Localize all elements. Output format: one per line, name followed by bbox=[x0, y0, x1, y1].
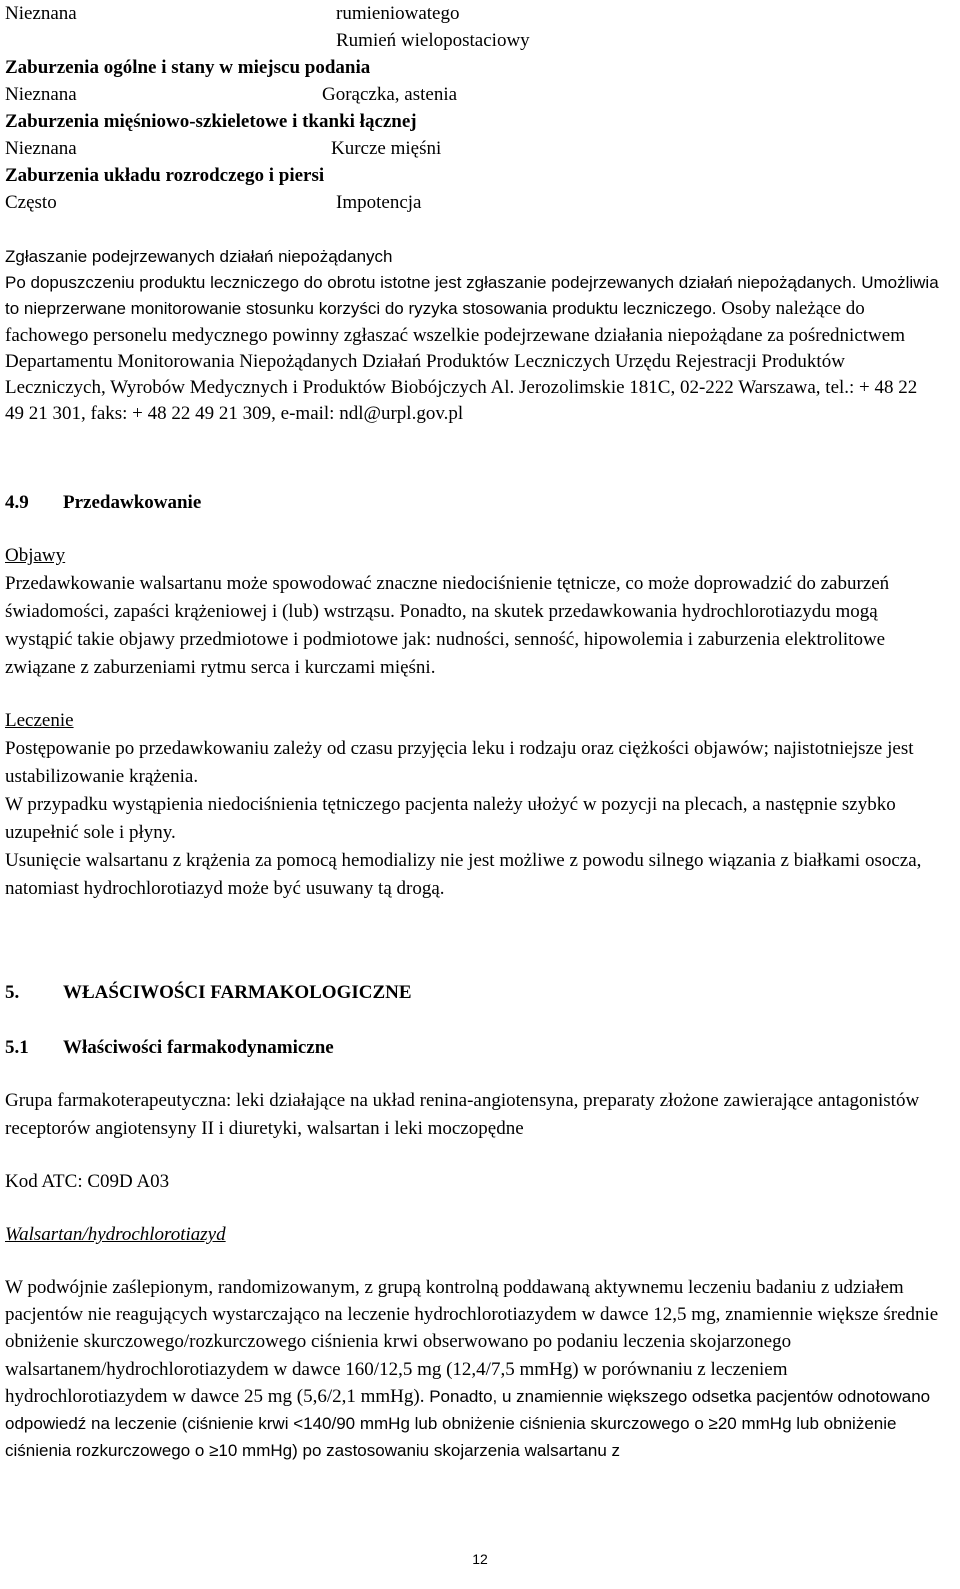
effect-cell: Kurcze mięśni bbox=[331, 138, 442, 159]
subheading-treatment: Leczenie bbox=[5, 710, 74, 731]
effect-cell: Impotencja bbox=[336, 192, 422, 213]
pharmacotherapeutic-group: Grupa farmakoterapeutyczna: leki działające na układ renina-angiotensyna, preparaty złożone zawierające antagonistów receptorów angiotensyny II i diuretyki, walsartan i leki moczopędne bbox=[5, 1090, 920, 1139]
frequency-cell: Nieznana bbox=[5, 138, 77, 159]
effect-cell: Gorączka, astenia bbox=[322, 84, 458, 105]
effect-cell: rumieniowatego bbox=[336, 3, 460, 24]
treatment-paragraph-1: Postępowanie po przedawkowaniu zależy od czasu przyjęcia leku i rodzaju oraz ciężkości objawów; najistotniejsze jest ustabilizowanie krążenia. bbox=[5, 738, 914, 787]
treatment-paragraph-2: W przypadku wystąpienia niedociśnienia tętniczego pacjenta należy ułożyć w pozycji na plecach, a następnie szybko uzupełnić sole i płyny. bbox=[5, 794, 896, 843]
section-4-9 bbox=[5, 489, 940, 903]
frequency-cell: Często bbox=[5, 192, 57, 213]
table-row bbox=[5, 0, 940, 27]
symptoms-paragraph: Przedawkowanie walsartanu może spowodować znaczne niedociśnienie tętnicze, co może doprowadzić do zaburzeń świadomości, zapaści krążeniowej i (lub) wstrząsu. Ponadto, na skutek przedawkowania hydrochlorotiazydu mogą wystąpić takie objawy przedmiotowe i podmiotowe jak: nudności, senność, hipowolemia i zaburzenia elektrolitowe związane z zaburzeniami rytmu serca i kurczami mięśni. bbox=[5, 573, 890, 678]
section-number: 5. bbox=[5, 982, 20, 1003]
section-title: Przedawkowanie bbox=[63, 492, 202, 513]
reporting-section bbox=[5, 244, 940, 428]
section-heading bbox=[5, 489, 940, 517]
section-heading bbox=[5, 1034, 940, 1062]
frequency-cell: Nieznana bbox=[5, 3, 77, 24]
effect-cell: Rumień wielopostaciowy bbox=[336, 30, 530, 51]
page-number: 12 bbox=[472, 1551, 488, 1567]
section-number: 4.9 bbox=[5, 492, 29, 513]
table-row bbox=[5, 81, 940, 108]
section-title: WŁAŚCIWOŚCI FARMAKOLOGICZNE bbox=[63, 982, 412, 1003]
treatment-paragraph-3: Usunięcie walsartanu z krążenia za pomocą hemodializy nie jest możliwe z powodu silnego wiązania z białkami osocza, natomiast hydrochlorotiazyd może być usuwany tą drogą. bbox=[5, 850, 922, 899]
section-5-1 bbox=[5, 1034, 940, 1464]
table-row bbox=[5, 189, 940, 216]
reporting-text-sans: Po dopuszczeniu produktu leczniczego do obrotu istotne jest zgłaszanie podejrzewanych działań niepożądanych. Umożliwia to nieprzerwane monitorowanie stosunku korzyści do ryzyka stosowania produktu leczniczego. bbox=[5, 273, 939, 319]
section-number: 5.1 bbox=[5, 1037, 29, 1058]
section-5-heading bbox=[5, 979, 412, 1007]
clinical-study-paragraph bbox=[5, 1274, 940, 1464]
atc-code: Kod ATC: C09D A03 bbox=[5, 1171, 170, 1192]
reporting-title: Zgłaszanie podejrzewanych działań niepożądanych bbox=[5, 247, 393, 266]
reporting-text-serif: Osoby należące do fachowego personelu medycznego powinny zgłaszać wszelkie podejrzewane działania niepożądane za pośrednictwem Departamentu Monitorowania Niepożądanych Działań Produktów Leczniczych Urzędu Rejestracji Produktów Leczniczych, Wyrobów Medycznych i Produktów Biobójczych Al. Jerozolimskie 181C, 02-222 Warszawa, tel.: + 48 22 49 21 301, faks: + 48 22 49 21 309, e-mail: ndl@urpl.gov.pl bbox=[5, 298, 918, 425]
table-category-heading: Zaburzenia układu rozrodczego i piersi bbox=[5, 165, 325, 186]
table-row bbox=[5, 135, 940, 162]
table-category-heading: Zaburzenia ogólne i stany w miejscu podania bbox=[5, 57, 371, 78]
subheading-combination: Walsartan/hydrochlorotiazyd bbox=[5, 1224, 226, 1245]
table-category-heading: Zaburzenia mięśniowo-szkieletowe i tkanki łącznej bbox=[5, 111, 417, 132]
table-row bbox=[5, 27, 940, 54]
clinical-text-sans: Ponadto, u znamiennie większego odsetka pacjentów odnotowano odpowiedź na leczenie (ciśnienie krwi <140/90 mmHg lub obniżenie ciśnienia skurczowego o ≥20 mmHg lub obniżenie ciśnienia rozkurczowego o ≥10 mmHg) po zastosowaniu skojarzenia walsartanu z bbox=[5, 1386, 931, 1461]
section-title: Właściwości farmakodynamiczne bbox=[63, 1037, 334, 1058]
clinical-text-serif: W podwójnie zaślepionym, randomizowanym, z grupą kontrolną poddawaną aktywnemu leczeniu badaniu z udziałem pacjentów nie reagujących wystarczająco na leczenie hydrochlorotiazydem w dawce 12,5 mg, znamiennie większe średnie obniżenie skurczowego/rozkurczowego ciśnienia krwi obserwowano po podaniu leczenia skojarzonego walsartanem/hydrochlorotiazydem w dawce 160/12,5 mg (12,4/7,5 mmHg) w porównaniu z leczeniem hydrochlorotiazydem w dawce 25 mg (5,6/2,1 mmHg). bbox=[5, 1277, 939, 1407]
frequency-cell: Nieznana bbox=[5, 84, 77, 105]
adverse-effects-table bbox=[5, 0, 940, 216]
reporting-paragraph bbox=[5, 270, 940, 428]
subheading-symptoms: Objawy bbox=[5, 545, 66, 566]
